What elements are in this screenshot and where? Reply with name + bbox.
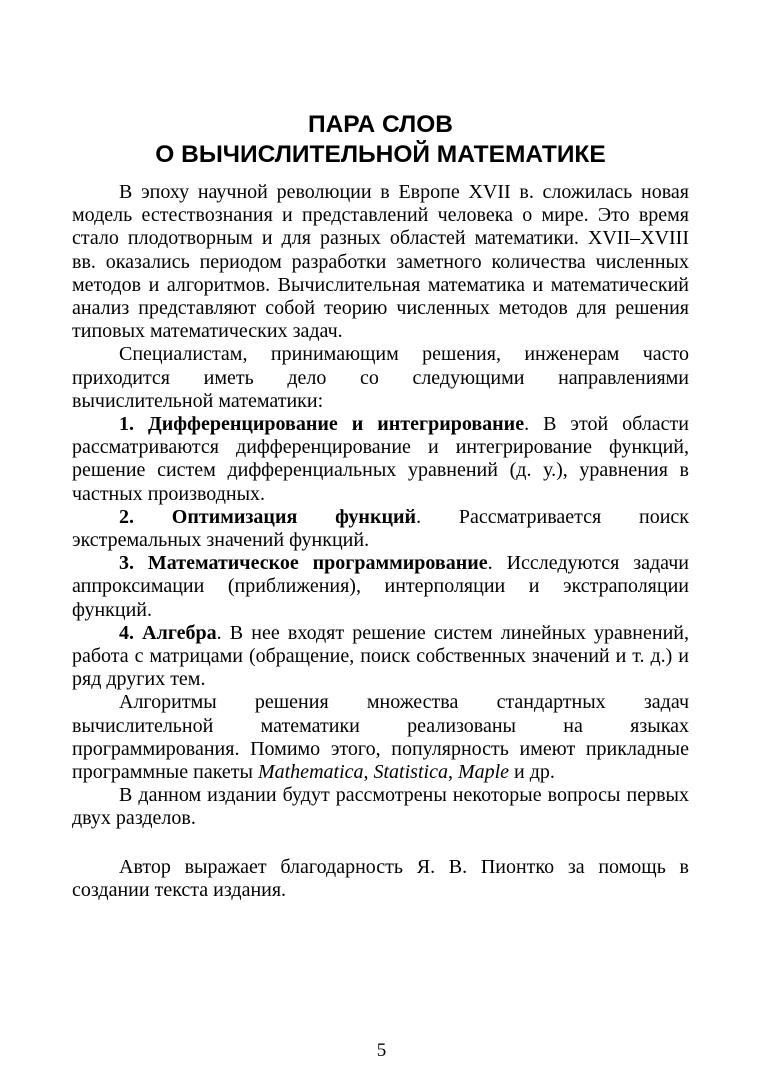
list-item-heading: 2. Оптимизация функций [119, 505, 417, 528]
page-content [72, 110, 689, 902]
list-item [72, 552, 689, 622]
separator: , [447, 761, 458, 784]
list-item-heading: 3. Математическое программирование [119, 552, 488, 575]
package-mathematica: Mathematica [257, 761, 364, 784]
intro-paragraph: В эпоху научной революции в Европе XVII в. сложилась новая модель естествознания и представлений человека о мире. Это время стало плодотворным и для разных областей математики. XVII–XVIII вв. оказались периодом разработки заметного количества численных методов и алгоритмов. Вычислительная математика и математический анализ представляют собой теорию численных методов для решения типовых математических задач. [72, 181, 689, 343]
list-item-text: . Рассматривается поиск экстремальных значений функций. [72, 505, 689, 552]
paragraph-gap [72, 831, 689, 856]
page-number: 5 [376, 1040, 387, 1061]
list-item [72, 622, 689, 692]
algorithms-paragraph [72, 691, 689, 784]
list-item-heading: 1. Дифференцирование и интегрирование [119, 413, 525, 436]
scope-paragraph: В данном издании будут рассмотрены некоторые вопросы первых двух разделов. [72, 784, 689, 830]
list-item [72, 506, 689, 552]
list-item-text: . В этой области рассматриваются дифференцирование и интегрирование функций, решение систем дифференциальных уравнений (д. у.), уравнения в частных производных. [72, 413, 689, 505]
algorithms-text: Алгоритмы решения множества стандартных задач вычислительной математики реализованы на языках программирования. Помимо этого, популярность имеют прикладные программные пакеты [72, 691, 689, 784]
directions-paragraph: Специалистам, принимающим решения, инженерам часто приходится иметь дело со следующими направлениями вычислительной математики: [72, 343, 689, 412]
title-line-1: ПАРА СЛОВ [307, 111, 453, 138]
acknowledgement-paragraph: Автор выражает благодарность Я. В. Пионтко за помощь в создании текста издания. [72, 855, 689, 901]
list-item [72, 413, 689, 506]
algorithms-text-end: и др. [509, 761, 555, 784]
list-item-heading: 4. Алгебра [119, 621, 217, 644]
package-maple: Maple [457, 761, 510, 784]
list-item-text: . В нее входят решение систем линейных уравнений, работа с матрицами (обращение, поиск собственных значений и т. д.) и ряд других тем. [72, 621, 689, 691]
page-title [72, 110, 689, 170]
separator: , [363, 761, 374, 784]
package-statistica: Statistica [373, 761, 448, 784]
list-item-text: . Исследуются задачи аппроксимации (приближения), интерполяции и экстраполяции функций. [72, 552, 690, 621]
title-line-2: О ВЫЧИСЛИТЕЛЬНОЙ МАТЕМАТИКЕ [155, 141, 606, 168]
